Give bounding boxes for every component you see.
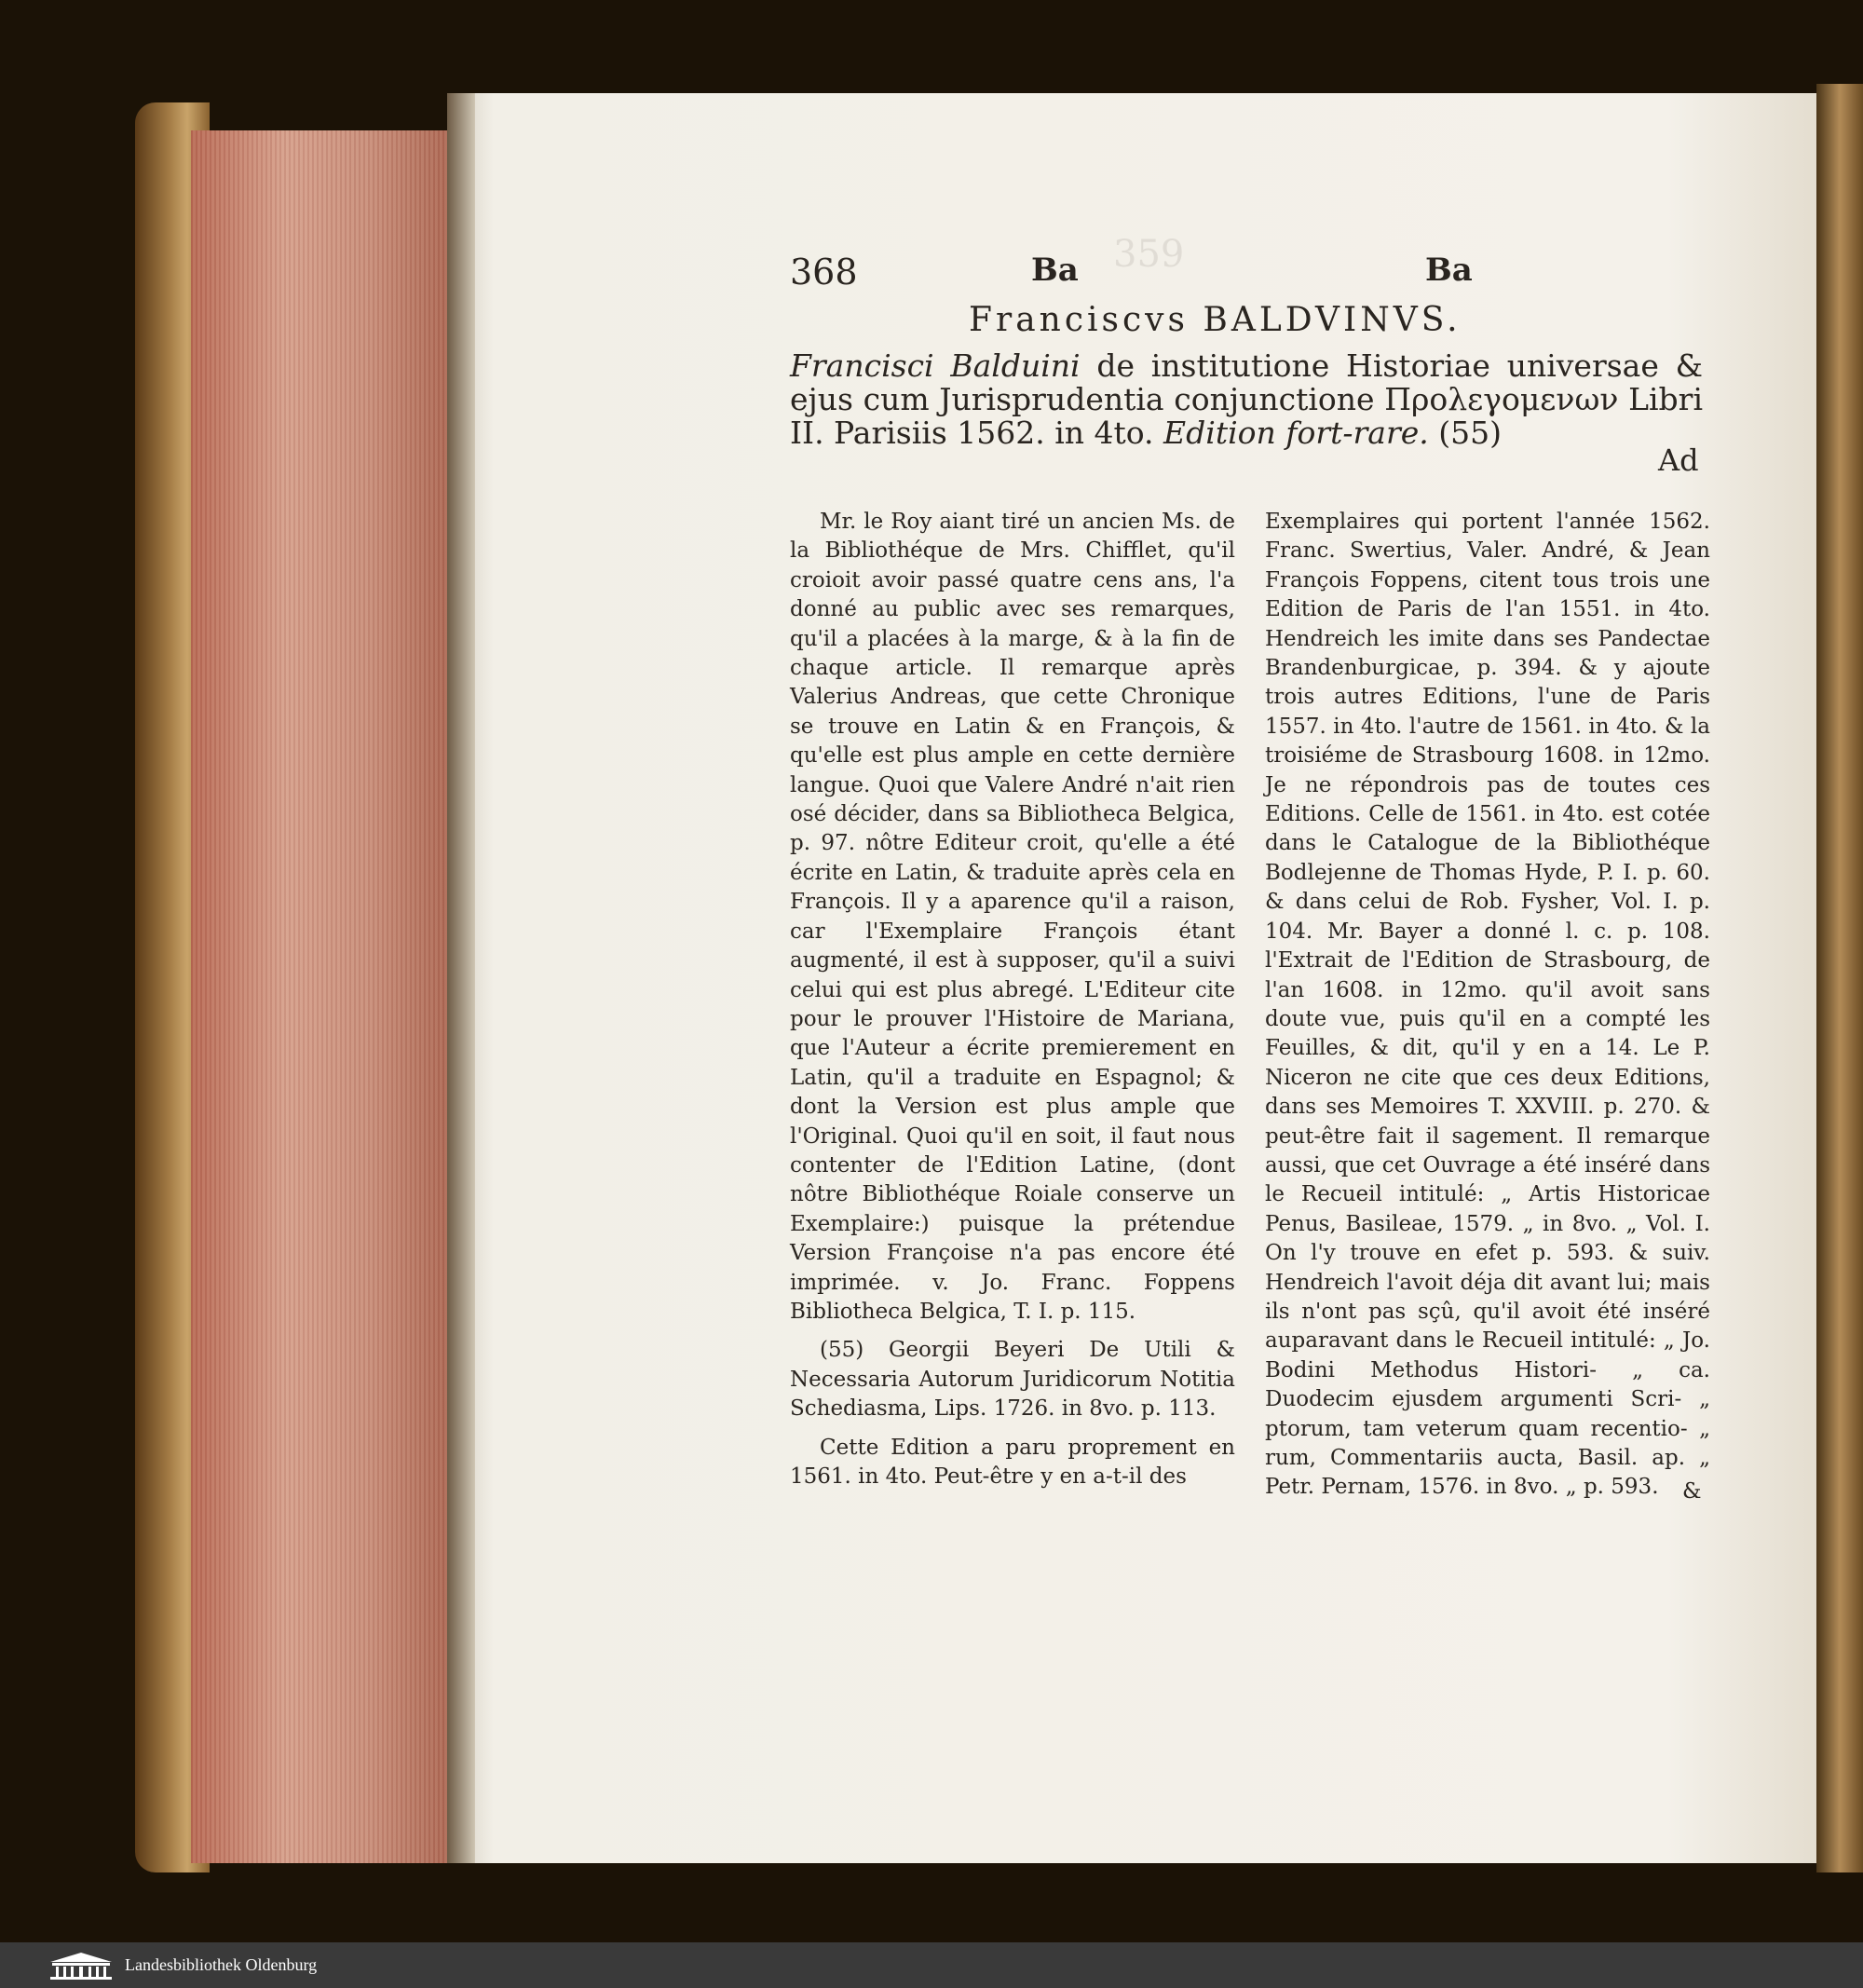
running-head-right: Ba <box>1425 252 1473 289</box>
bleed-through-page-number: 359 <box>1113 233 1185 276</box>
entry-heading <box>790 349 1703 450</box>
book-gutter <box>447 93 475 1863</box>
catchword-top: Ad <box>1658 443 1699 478</box>
right-column <box>1265 508 1710 1503</box>
book-cover-right <box>1816 84 1863 1872</box>
library-building-icon <box>48 1951 114 1981</box>
left-paragraph: Cette Edition a paru proprement en 1561. in 4to. Peut-être y en a-t-il des <box>790 1435 1235 1489</box>
entry-note-ref: (55) <box>1438 415 1503 451</box>
entry-text: de institutione Historiae universae & ejus cum Jurisprudentia conjunctione Πρoλεγομενων Libri II. Parisiis 1562. in 4to. <box>790 347 1703 451</box>
left-column <box>790 508 1235 1491</box>
footer-label: Landesbibliothek Oldenburg <box>125 1955 318 1974</box>
running-head-left: Ba <box>1031 252 1079 289</box>
footer-bar <box>0 1942 1863 1988</box>
entry-title: Franciscvs BALDVINVS. <box>969 301 1462 339</box>
book-page-edges <box>191 130 461 1863</box>
footnote-paragraph: (55) Georgii Beyeri De Utili & Necessaria Autorum Juridicorum Notitia Schediasma, Lips. 1726. in 8vo. p. 113. <box>790 1338 1235 1422</box>
catchword-bottom: & <box>1682 1479 1702 1504</box>
page-number: 368 <box>790 252 858 293</box>
entry-rarity: Edition fort-rare. <box>1163 415 1429 451</box>
right-paragraph: Exemplaires qui portent l'année 1562. Franc. Swertius, Valer. André, & Jean François Foppens, citent tous trois une Edition de Paris de l'an 1551. in 4to. Hendreich les imite dans ses Pandectae Brandenburgicae, p. 394. & y ajoute trois autres Editions, l'une de Paris 1557. in 4to. l'autre de 1561. in 4to. & la troisiéme de Strasbourg 1608. in 12mo. Je ne répondrois pas de toutes ces Editions. Celle de 1561. in 4to. est cotée dans le Catalogue de la Bibliothéque Bodlejenne de Thomas Hyde, P. I. p. 60. & dans celui de Rob. Fysher, Vol. I. p. 104. Mr. Bayer a donné l. c. p. 108. l'Extrait de l'Edition de Strasbourg, de l'an 1608. in 12mo. qu'il avoit sans doute vue, puis qu'il en a compté les Feuilles, & dit, qu'il y en a 14. Le P. Niceron ne cite que ces deux Editions, dans ses Memoires T. XXVIII. p. 270. & peut-être fait il sagement. Il remarque aussi, que cet Ouvrage a été inséré dans le Recueil intitulé: „ Artis Historicae Penus, Basileae, 1579. „ in 8vo. „ Vol. I. On l'y trouve en efet p. 593. & suiv. Hendreich l'avoit déja dit avant lui; mais ils n'ont pas sçû, qu'il avoit été inséré auparavant dans le Recueil intitulé: „ Jo. Bodini Methodus Histori- „ ca. Duodecim ejusdem argumenti Scri- „ ptorum, tam veterum quam recentio- „ rum, Commentariis aucta, Basil. ap. „ Petr. Pernam, 1576. in 8vo. „ p. 593. <box>1265 510 1710 1500</box>
entry-author: Francisci Balduini <box>790 347 1081 384</box>
left-paragraph: Mr. le Roy aiant tiré un ancien Ms. de la Bibliothéque de Mrs. Chifflet, qu'il croioit avoir passé quatre cens ans, l'a donné au public avec ses remarques, qu'il a placées à la marge, & à la fin de chaque article. Il remarque après Valerius Andreas, que cette Chronique se trouve en Latin & en François, & qu'elle est plus ample en cette dernière langue. Quoi que Valere André n'ait rien osé décider, dans sa Bibliotheca Belgica, p. 97. nôtre Editeur croit, qu'elle a été écrite en Latin, & traduite après cela en François. Il y a aparence qu'il a raison, car l'Exemplaire François étant augmenté, il est à supposer, qu'il a suivi celui qui est plus abregé. L'Editeur cite pour le prouver l'Histoire de Mariana, que l'Auteur a écrite premierement en Latin, qu'il a traduite en Espagnol; & dont la Version est plus ample que l'Original. Quoi qu'il en soit, il faut nous contenter de l'Edition Latine, (dont nôtre Bibliothéque Roiale conserve un Exemplaire:) puisque la prétendue Version Françoise n'a pas encore été imprimée. v. Jo. Franc. Foppens Bibliotheca Belgica, T. I. p. 115. <box>790 510 1235 1324</box>
